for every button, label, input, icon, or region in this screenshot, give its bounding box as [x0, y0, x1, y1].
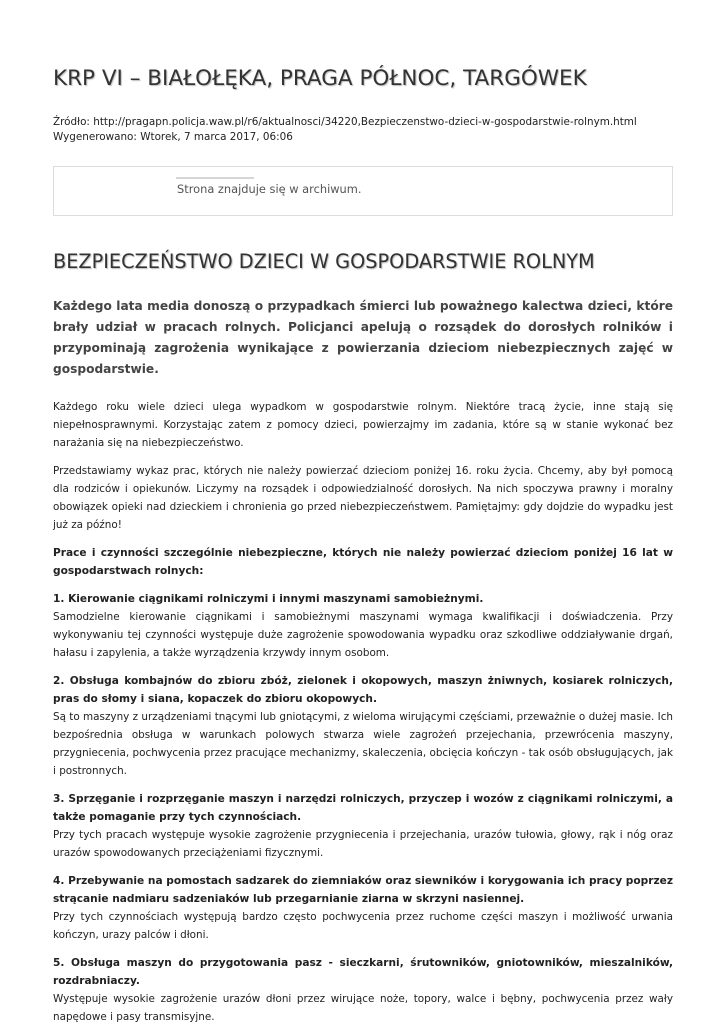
article-content [53, 296, 673, 1024]
document-meta [53, 115, 693, 145]
article-paragraph-1: Każdego roku wiele dzieci ulega wypadkom w gospodarstwie rolnym. Niektóre tracą życie, inne stają się niepełnosprawnymi. Korzystając zatem z pomocy dzieci, powierzajmy im zadania, które są w stanie wykonać bez narażania się na niebezpieczeństwo. [53, 401, 673, 449]
list-intro: Prace i czynności szczególnie niebezpieczne, których nie należy powierzać dzieciom poniżej 16 lat w gospodarstwach rolnych: [53, 547, 673, 577]
list-item [53, 672, 673, 780]
list-item [53, 590, 673, 662]
list-item [53, 954, 673, 1024]
archive-divider [176, 177, 254, 179]
list-item-heading: 2. Obsługa kombajnów do zbioru zbóż, zielonek i okopowych, maszyn żniwnych, kosiarek rolniczych, pras do słomy i siana, kopaczek do zbioru okopowych. [53, 675, 673, 705]
list-item [53, 790, 673, 862]
list-item [53, 872, 673, 944]
list-item-heading: 3. Sprzęganie i rozprzęganie maszyn i narzędzi rolniczych, przyczep i wozów z ciągnikami rolniczymi, a także pomaganie przy tych czynnościach. [53, 793, 673, 823]
archive-notice-text: Strona znajduje się w archiwum. [177, 182, 362, 196]
source-url-line: Źródło: http://pragapn.policja.waw.pl/r6/aktualnosci/34220,Bezpieczenstwo-dzieci-w-gospodarstwie-rolnym.html [53, 116, 637, 128]
article-paragraph-2: Przedstawiamy wykaz prac, których nie należy powierzać dzieciom poniżej 16. roku życia. Chcemy, aby był pomocą dla rodziców i opiekunów. Liczymy na rozsądek i odpowiedzialność dorosłych. Na nich spoczywa prawny i moralny obowiązek opieki nad dzieckiem i chronienia go przed niebezpieczeństwem. Pamiętajmy: gdy dojdzie do wypadku jest już za późno! [53, 465, 673, 531]
generated-date-line: Wygenerowano: Wtorek, 7 marca 2017, 06:06 [53, 131, 293, 143]
list-item-heading: 4. Przebywanie na pomostach sadzarek do ziemniaków oraz siewników i korygowania ich pracy poprzez strącanie nadmiaru sadzeniaków lub przegarnianie ziarna w skrzyni nasiennej. [53, 875, 673, 905]
list-item-body: Są to maszyny z urządzeniami tnącymi lub gniotącymi, z wieloma wirującymi częściami, przeważnie o dużej masie. Ich bezpośrednia obsługa w warunkach polowych stwarza wiele zagrożeń przejechania, przewrócenia maszyny, przygniecenia, pochwycenia przez pracujące mechanizmy, skaleczenia, obcięcia kończyn - tak osób obsługujących, jak i postronnych. [53, 711, 673, 777]
list-item-heading: 1. Kierowanie ciągnikami rolniczymi i innymi maszynami samobieżnymi. [53, 593, 484, 605]
article-lead: Każdego lata media donoszą o przypadkach śmierci lub poważnego kalectwa dzieci, które brały udział w pracach rolnych. Policjanci apelują o rozsądek do dorosłych rolników i przypominają zagrożenia wynikające z powierzania dzieciom niebezpiecznych zajęć w gospodarstwie. [53, 299, 673, 376]
list-item-body: Występuje wysokie zagrożenie urazów dłoni przez wirujące noże, topory, walce i bębny, pochwycenia przez wały napędowe i pasy transmisyjne. [53, 993, 673, 1023]
list-item-body: Samodzielne kierowanie ciągnikami i samobieżnymi maszynami wymaga kwalifikacji i doświadczenia. Przy wykonywaniu tej czynności występuje duże zagrożenie spowodowania wypadku oraz szkodliwe oddziaływanie drgań, hałasu i zapylenia, a także wyrządzenia krzywdy innym osobom. [53, 611, 673, 659]
list-item-heading: 5. Obsługa maszyn do przygotowania pasz - sieczkarni, śrutowników, gniotowników, mieszalników, rozdrabniaczy. [53, 957, 673, 987]
site-title: KRP VI – BIAŁOŁĘKA, PRAGA PÓŁNOC, TARGÓWEK [53, 66, 587, 91]
article-title: BEZPIECZEŃSTWO DZIECI W GOSPODARSTWIE ROLNYM [53, 250, 595, 273]
list-item-body: Przy tych pracach występuje wysokie zagrożenie przygniecenia i przejechania, urazów tułowia, głowy, rąk i nóg oraz urazów spowodowanych przeciążeniami fizycznymi. [53, 829, 673, 859]
list-item-body: Przy tych czynnościach występują bardzo często pochwycenia przez ruchome części maszyn i możliwość urwania kończyn, urazy palców i dłoni. [53, 911, 673, 941]
archive-notice-box [53, 166, 673, 216]
